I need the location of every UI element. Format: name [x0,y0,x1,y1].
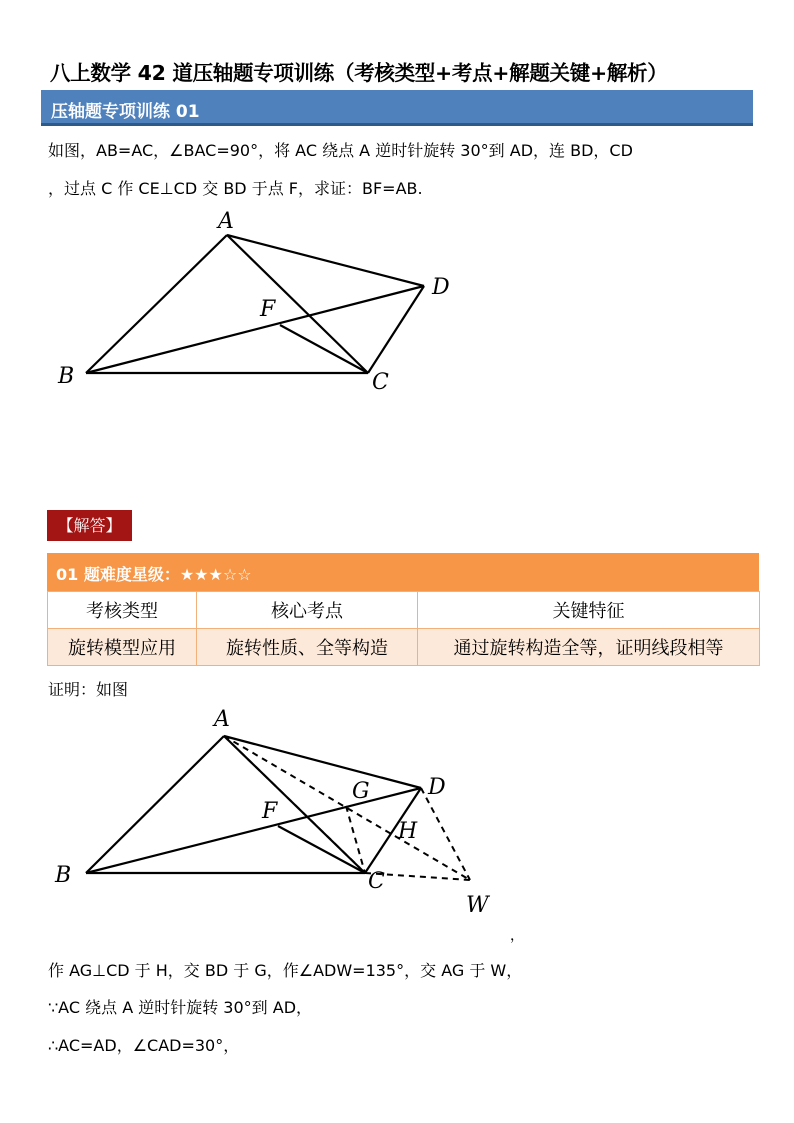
table-cell: 旋转模型应用 [48,629,197,666]
table-cell: 旋转性质、全等构造 [197,629,418,666]
stray-mark: ， [510,928,524,944]
segment-ab [86,235,227,373]
label-w: W [466,893,489,918]
proof-line: 作 AG⊥CD 于 H，交 BD 于 G，作∠ADW=135°，交 AG 于 W， [48,961,523,980]
label-d: D [428,775,446,800]
segment-cf [280,325,368,373]
document-title: 八上数学 42 道压轴题专项训练（考核类型+考点+解题关键+解析） [50,61,668,85]
label-b: B [55,863,72,888]
problem-figure [0,0,794,420]
table-header-cell: 核心考点 [197,592,418,629]
table-row [48,629,760,666]
label-c: C [368,869,385,894]
label-b: B [58,364,75,389]
segment-ac [227,235,368,373]
difficulty-rating: 01 题难度星级：★★★☆☆ [56,565,252,584]
section-title: 压轴题专项训练 01 [51,102,200,122]
problem-line-1: 如图，AB=AC，∠BAC=90°，将 AC 绕点 A 逆时针旋转 30°到 AD，连 BD，CD [48,141,633,160]
segment-ad [224,736,421,788]
proof-label: 证明：如图 [48,680,129,699]
label-c: C [372,370,389,395]
segment-bd [86,286,424,373]
segment-cf [278,826,365,873]
table-header-row [48,592,760,629]
answer-tag: 【解答】 [47,510,132,541]
label-a: A [214,707,230,732]
segment-ad [227,235,424,286]
solution-figure [0,690,794,930]
table-header-cell: 考核类型 [48,592,197,629]
segment-bd [86,788,421,873]
label-f: F [260,297,276,322]
table-cell: 通过旋转构造全等，证明线段相等 [418,629,760,666]
segment-ab [86,736,224,873]
info-table [47,591,760,666]
label-h: H [398,819,418,844]
label-d: D [432,275,450,300]
label-a: A [218,209,234,234]
difficulty-rating-bar [47,553,759,591]
proof-line: ∴AC=AD，∠CAD=30°， [48,1036,240,1055]
table-header-cell: 关键特征 [418,592,760,629]
label-f: F [262,799,278,824]
label-g: G [352,779,370,804]
problem-line-2: ，过点 C 作 CE⊥CD 交 BD 于点 F，求证：BF=AB. [48,179,423,198]
proof-line: ∵AC 绕点 A 逆时针旋转 30°到 AD， [48,998,313,1017]
